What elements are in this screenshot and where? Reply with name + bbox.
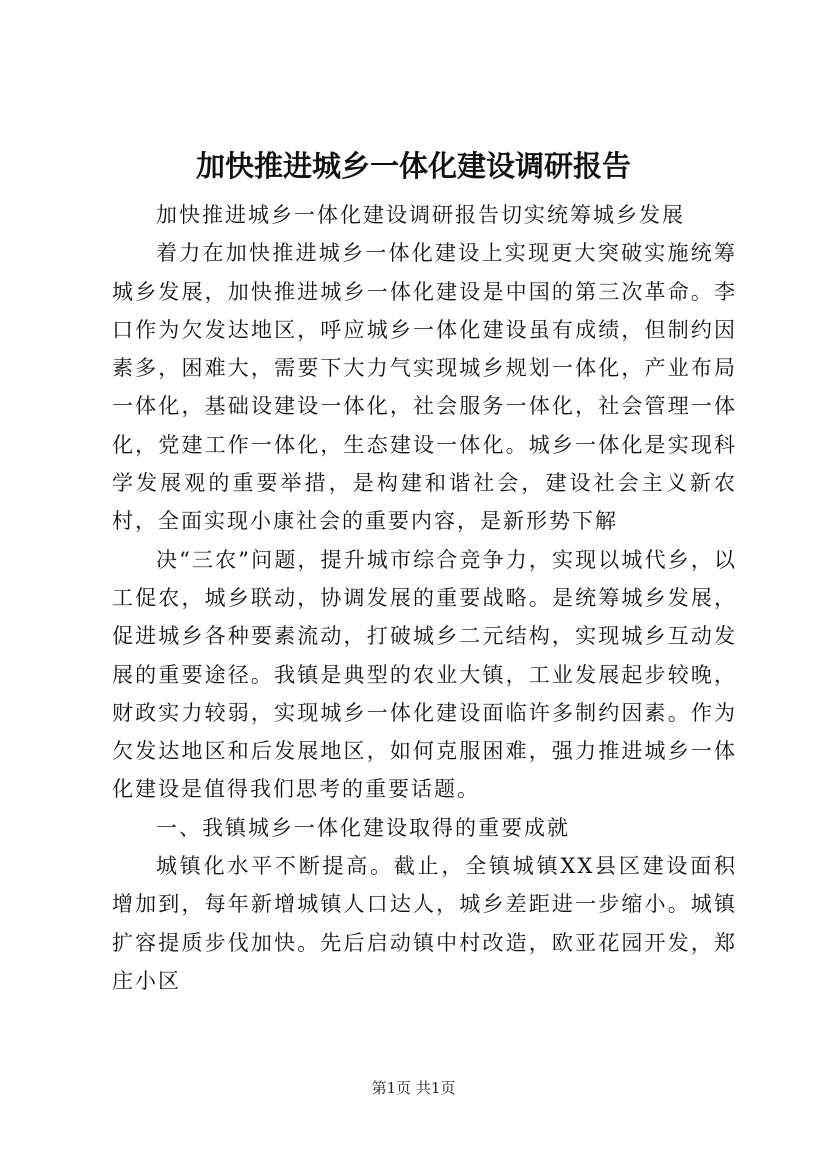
document-title: 加快推进城乡一体化建设调研报告 (195, 149, 631, 183)
paragraph-subtitle: 加快推进城乡一体化建设调研报告切实统筹城乡发展 (156, 203, 685, 227)
paragraph-urbanization: 城镇化水平不断提高。截止，全镇城镇XX县区建设面积增加到，每年新增城镇人口达人，城乡差距进一步缩小。城镇扩容提质步伐加快。先后启动镇中村改造，欧亚花园开发，郑庄小区 (112, 854, 737, 993)
section-heading-achievements: 一、我镇城乡一体化建设取得的重要成就 (156, 815, 570, 840)
page-number-footer: 第1页 共1页 (371, 1079, 456, 1097)
paragraph-intro: 着力在加快推进城乡一体化建设上实现更大突破实施统筹城乡发展，加快推进城乡一体化建设是中国的第三次革命。李口作为欠发达地区，呼应城乡一体化建设虽有成绩，但制约因素多，困难大，需要下大力气实现城乡规划一体化，产业布局一体化，基础设建设一体化，社会服务一体化，社会管理一体化，党建工作一体化，生态建设一体化。城乡一体化是实现科学发展观的重要举措，是构建和谐社会，建设社会主义新农村，全面实现小康社会的重要内容，是新形势下解 (112, 241, 737, 534)
paragraph-three-rural: 决“三农”问题，提升城市综合竞争力，实现以城代乡，以工促农，城乡联动，协调发展的重要战略。是统筹城乡发展，促进城乡各种要素流动，打破城乡二元结构，实现城乡互动发展的重要途径。我镇是典型的农业大镇，工业发展起步较晚，财政实力较弱，实现城乡一体化建设面临许多制约因素。作为欠发达地区和后发展地区，如何克服困难，强力推进城乡一体化建设是值得我们思考的重要话题。 (112, 547, 737, 802)
document-body (112, 196, 737, 1000)
